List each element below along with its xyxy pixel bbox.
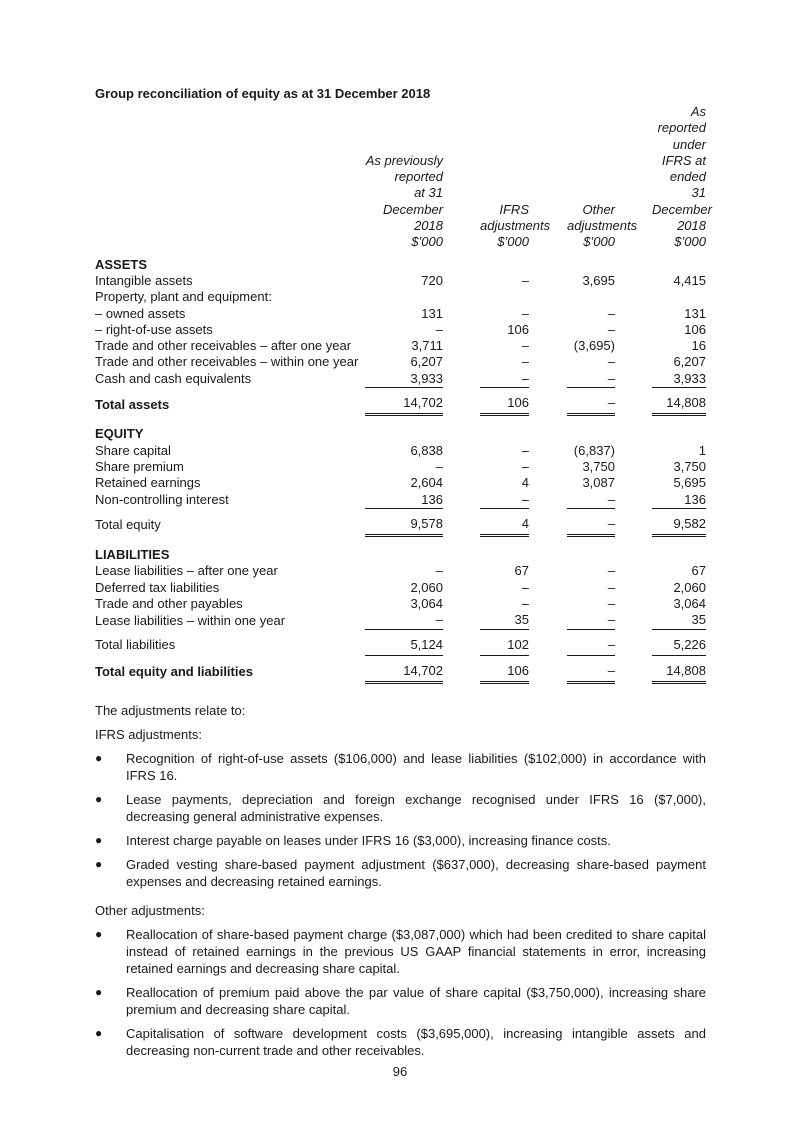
row-value: 14,808 [652,388,706,415]
table-row [95,563,706,579]
bullet-icon: ● [95,927,103,942]
row-value: 106 [480,655,529,682]
row-value: – [607,354,615,370]
row-value: – [521,370,529,386]
row-label: Total equity [95,517,161,533]
row-value: 102 [480,629,529,655]
row-value: 4 [480,508,529,535]
bullet-item [95,856,706,890]
table-row [95,306,706,322]
bullet-text: Interest charge payable on leases under IFRS 16 ($3,000), increasing finance costs. [126,833,611,849]
row-value: 2,604 [410,475,443,491]
bullet-icon: ● [95,1026,103,1041]
row-value: 136 [421,491,443,507]
row-value: 35 [691,612,706,628]
row-value: 14,702 [365,388,443,415]
row-value: – [567,388,615,415]
bullet-item [95,926,706,977]
row-label: Non-controlling interest [95,492,229,508]
row-value: 14,808 [652,655,706,682]
row-value: 6,207 [673,354,706,370]
bullet-text: Lease payments, depreciation and foreign exchange recognised under IFRS 16 ($7,000), decreasing general administrative expenses. [126,792,706,825]
row-value: – [607,305,615,321]
bullet-text: Reallocation of share-based payment charge ($3,087,000) which had been credited to share capital instead of retained earnings in the previous US GAAP financial statements in error, increasing retained earnings and decreasing share capital. [126,927,706,977]
row-value: 106 [684,321,706,337]
row-value: (3,695) [573,338,615,354]
bullet-item [95,1025,706,1059]
section-heading-row [95,541,706,563]
other-adjustments-list [95,926,706,1059]
bullet-icon: ● [95,857,103,872]
row-label: Share capital [95,442,171,458]
row-label: Retained earnings [95,475,201,491]
row-label: Cash and cash equivalents [95,371,252,387]
row-value: 3,064 [410,596,443,612]
column-header-other-adjustments: Other adjustments $’000 [567,201,638,250]
row-value: – [521,305,529,321]
row-value: 9,582 [652,508,706,535]
table-row [95,273,706,289]
bullet-item [95,832,706,849]
row-value: – [607,612,615,628]
row-label: Property, plant and equipment: [95,289,272,305]
row-value: – [521,579,529,595]
other-adjustments-heading: Other adjustments: [95,903,205,919]
row-value: – [521,442,529,458]
row-label: Lease liabilities – after one year [95,563,278,579]
row-value [567,289,615,305]
section-heading: ASSETS [95,256,148,272]
total-row [95,629,706,655]
document-title: Group reconciliation of equity as at 31 December 2018 [95,86,431,101]
total-row [95,508,706,535]
row-value: 5,226 [652,629,706,655]
table-row [95,322,706,338]
reconciliation-table [95,104,712,684]
bullet-icon: ● [95,751,103,766]
row-label: – owned assets [95,305,186,321]
bullet-text: Capitalisation of software development costs ($3,695,000), increasing intangible assets and decreasing non-current trade and other receivables. [126,1026,706,1059]
row-value: – [607,563,615,579]
page-number: 96 [392,1064,408,1079]
row-value: – [435,321,443,337]
column-header-row [95,104,706,251]
table-row [95,596,706,612]
row-value: 3,695 [582,272,615,288]
row-label: Total liabilities [95,637,176,653]
row-value: 3,750 [582,458,615,474]
column-header-as-reported-ifrs: As reported under IFRS at ended 31 December 2018 $’000 [652,104,712,250]
row-value: 106 [507,321,529,337]
row-label: Lease liabilities – within one year [95,612,286,628]
row-value: 14,702 [365,655,443,682]
bullet-text: Reallocation of premium paid above the par value of share capital ($3,750,000), increasing share premium and decreasing share capital. [126,985,706,1018]
table-row [95,371,706,388]
row-value: 3,933 [673,370,706,386]
ifrs-adjustments-list [95,750,706,890]
row-value: 720 [421,272,443,288]
row-value: – [607,579,615,595]
column-header-previously-reported: As previously reported at 31 December 2018 $’000 [365,152,443,250]
row-value: 2,060 [410,579,443,595]
row-value: – [521,458,529,474]
row-value: – [607,491,615,507]
row-value: – [521,354,529,370]
row-label: Total equity and liabilities [95,664,253,680]
bullet-item [95,984,706,1018]
row-value: – [567,508,615,535]
row-value: 5,695 [673,475,706,491]
row-value: – [521,272,529,288]
section-heading-row [95,251,706,273]
notes-section [95,702,706,1059]
row-value: – [435,458,443,474]
row-value: 131 [421,305,443,321]
row-label: Share premium [95,458,184,474]
row-value: 106 [480,388,529,415]
table-row [95,475,706,491]
row-label: Total assets [95,396,170,412]
row-value: 67 [514,563,529,579]
table-row [95,492,706,509]
row-value [480,289,529,305]
row-value: 16 [691,338,706,354]
row-value: – [521,491,529,507]
row-label: Intangible assets [95,272,193,288]
row-value: 5,124 [365,629,443,655]
ifrs-adjustments-heading: IFRS adjustments: [95,727,202,743]
bullet-icon: ● [95,985,103,1000]
row-value: – [521,338,529,354]
row-value [652,289,706,305]
table-row [95,443,706,459]
total-row [95,388,706,415]
section-heading: LIABILITIES [95,547,170,563]
row-value: 3,933 [410,370,443,386]
row-value: 136 [684,491,706,507]
row-value: – [435,563,443,579]
table-row [95,354,706,370]
row-value: 4 [521,475,529,491]
notes-intro: The adjustments relate to: [95,703,246,719]
row-label: Trade and other receivables – within one year [95,354,359,370]
row-value: 67 [691,563,706,579]
row-value: 6,838 [410,442,443,458]
row-value: – [607,596,615,612]
row-value: 9,578 [365,508,443,535]
row-value: – [567,655,615,682]
row-value: 6,207 [410,354,443,370]
table-row [95,338,706,354]
table-row [95,580,706,596]
row-value: – [521,596,529,612]
column-header-ifrs-adjustments: IFRS adjustments $’000 [480,201,551,250]
table-row [95,289,706,305]
row-label: Trade and other receivables – after one year [95,338,352,354]
row-value: 35 [514,612,529,628]
table-row [95,612,706,629]
row-value: (6,837) [573,442,615,458]
row-value: 4,415 [673,272,706,288]
bullet-icon: ● [95,833,103,848]
row-value: – [607,370,615,386]
row-value: – [435,612,443,628]
row-value: 2,060 [673,579,706,595]
row-label: – right-of-use assets [95,321,213,337]
row-value: 3,064 [673,596,706,612]
row-value [365,289,443,305]
row-value: 131 [684,305,706,321]
total-row [95,655,706,682]
row-value: 3,711 [411,338,443,354]
document-page [95,86,712,1071]
bullet-item [95,791,706,825]
row-value: 3,087 [582,475,615,491]
table-row [95,459,706,475]
bullet-icon: ● [95,792,103,807]
row-label: Trade and other payables [95,596,243,612]
table-body [95,251,706,683]
row-value: 1 [698,442,706,458]
section-heading-row [95,420,706,442]
section-heading: EQUITY [95,426,144,442]
row-value: – [607,321,615,337]
bullet-text: Graded vesting share-based payment adjustment ($637,000), decreasing share-based payment expenses and decreasing retained earnings. [126,857,706,890]
row-label: Deferred tax liabilities [95,579,220,595]
row-value: – [567,629,615,655]
bullet-item [95,750,706,784]
row-value: 3,750 [673,458,706,474]
bullet-text: Recognition of right-of-use assets ($106,000) and lease liabilities ($102,000) in accordance with IFRS 16. [126,751,706,784]
